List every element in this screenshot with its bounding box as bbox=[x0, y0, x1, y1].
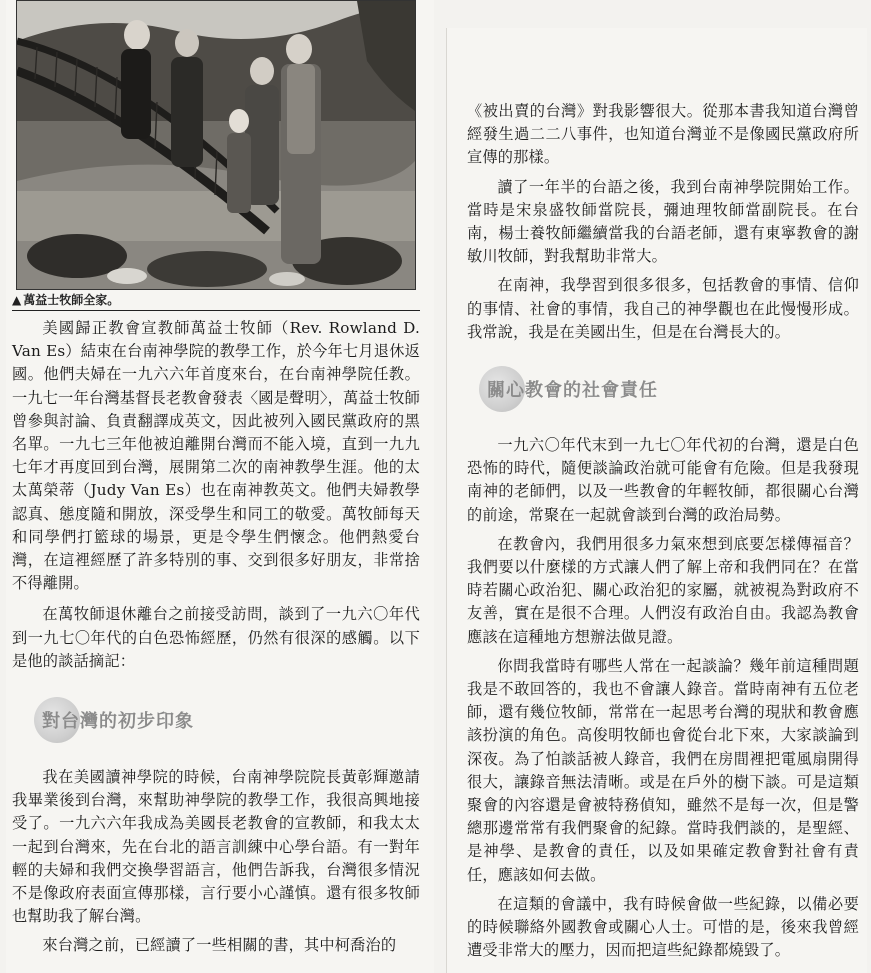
left-intro bbox=[12, 317, 420, 673]
section-paragraph: 我在美國讀神學院的時候，台南神學院院長黃彰輝邀請我畢業後到台灣，來幫助神學院的教學工作，我很高興地接受了。一九六六年我成為美國長老教會的宣教師，和我太太一起到台灣來，先在台北的語言訓練中心學台語。有一對年輕的夫婦和我們交換學習語言，他們告訴我，台灣很多情況不是像政府表面宣傳那樣，言行要小心謹慎。還有很多牧師也幫助我了解台灣。 bbox=[12, 768, 420, 926]
intro-paragraph: 美國歸正教會宣教師萬益士牧師（Rev. Rowland D. Van Es）結束在台南神學院的教學工作，於今年七月退休返國。他們夫婦在一九六六年首度來台，在台南神學院任教。一九七一年台灣基督長老教會發表〈國是聲明〉，萬益士牧師曾參與討論、負責翻譯成英文，因此被列入國民黨政府的黑名單。一九七三年他被迫離開台灣而不能入境，直到一九九七年才再度回到台灣，展開第二次的南神教學生涯。他的太太萬榮蒂（Judy Van Es）也在南神教英文。他們夫婦教學認真、態度隨和開放，深受學生和同工的敬愛。萬牧師每天和同學們打籃球的場景，更是令學生們懷念。他們熱愛台灣，在這裡經歷了許多特別的事、交到很多好朋友，非常捨不得離開。 bbox=[12, 319, 420, 593]
right-intro bbox=[467, 100, 859, 344]
right-section-body bbox=[467, 434, 859, 962]
intro-paragraph: 《被出賣的台灣》對我影響很大。從那本書我知道台灣曾經發生過二二八事件，也知道台灣並不是像國民黨政府所宣傳的那樣。 bbox=[467, 102, 859, 167]
triangle-icon: ▲ bbox=[12, 293, 22, 307]
section-paragraph: 來台灣之前，已經讀了一些相關的書，其中柯喬治的 bbox=[42, 936, 397, 955]
intro-paragraph: 讀了一年半的台語之後，我到台南神學院開始工作。當時是宋泉盛牧師當院長，彌迪理牧師當副院長。在台南，楊士養牧師繼續當我的台語老師，還有東寧教會的謝敏川牧師，對我幫助非常大。 bbox=[467, 177, 859, 266]
intro-paragraph: 在萬牧師退休離台之前接受訪問，談到了一九六〇年代到一九七〇年代的白色恐怖經歷，仍然有很深的感觸。以下是他的談話摘記： bbox=[12, 605, 420, 670]
section-paragraph: 你問我當時有哪些人常在一起談論？幾年前這種問題我是不敢回答的，我也不會讓人錄音。當時南神有五位老師，還有幾位牧師，常常在一起思考台灣的現狀和教會應該扮演的角色。高俊明牧師也會從台北下來，大家談論到深夜。為了怕談話被人錄音，我們在房間裡把電風扇開得很大，讓錄音無法清晰。或是在戶外的樹下談。可是這類聚會的內容還是會被特務偵知，雖然不是每一次，但是警總那邊常常有我們聚會的紀錄。當時我們談的，是聖經、是神學、是教會的責任，以及如果確定教會對社會有責任，應該如何去做。 bbox=[467, 656, 859, 884]
section-heading: 對台灣的初步印象 bbox=[42, 707, 194, 733]
section-paragraph: 在這類的會議中，我有時候會做一些紀錄，以備必要的時候聯絡外國教會或關心人士。可惜的是，後來我曾經遭受非常大的壓力，因而把這些紀錄都燒毀了。 bbox=[467, 894, 859, 960]
photo-caption: ▲ 萬益士牧師全家。 bbox=[12, 293, 120, 307]
section-paragraph: 在教會內，我們用很多力氣來想到底要怎樣傳福音？我們要以什麼樣的方式讓人們了解上帝和我們同在？在當時若關心政治犯、關心政治犯的家屬，就被視為對政府不友善，實在是很不合理。人們沒有政治自由。我認為教會應該在這種地方想辦法做見證。 bbox=[467, 534, 859, 646]
family-photo bbox=[16, 0, 416, 290]
section-heading: 關心教會的社會責任 bbox=[487, 376, 658, 402]
left-section-body bbox=[12, 766, 420, 958]
section-paragraph: 一九六〇年代末到一九七〇年代初的台灣，還是白色恐怖的時代，隨便談論政治就可能會有危險。但是我發現南神的老師們，以及一些教會的年輕牧師，都很關心台灣的前途，常聚在一起就會談到台灣的政治局勢。 bbox=[467, 436, 859, 524]
caption-divider bbox=[12, 310, 420, 311]
right-column bbox=[446, 28, 867, 973]
left-column bbox=[6, 0, 434, 973]
intro-paragraph: 在南神，我學習到很多很多，包括教會的事情、信仰的事情、社會的事情，我自己的神學觀也在此慢慢形成。我常說，我是在美國出生，但是在台灣長大的。 bbox=[467, 276, 859, 341]
